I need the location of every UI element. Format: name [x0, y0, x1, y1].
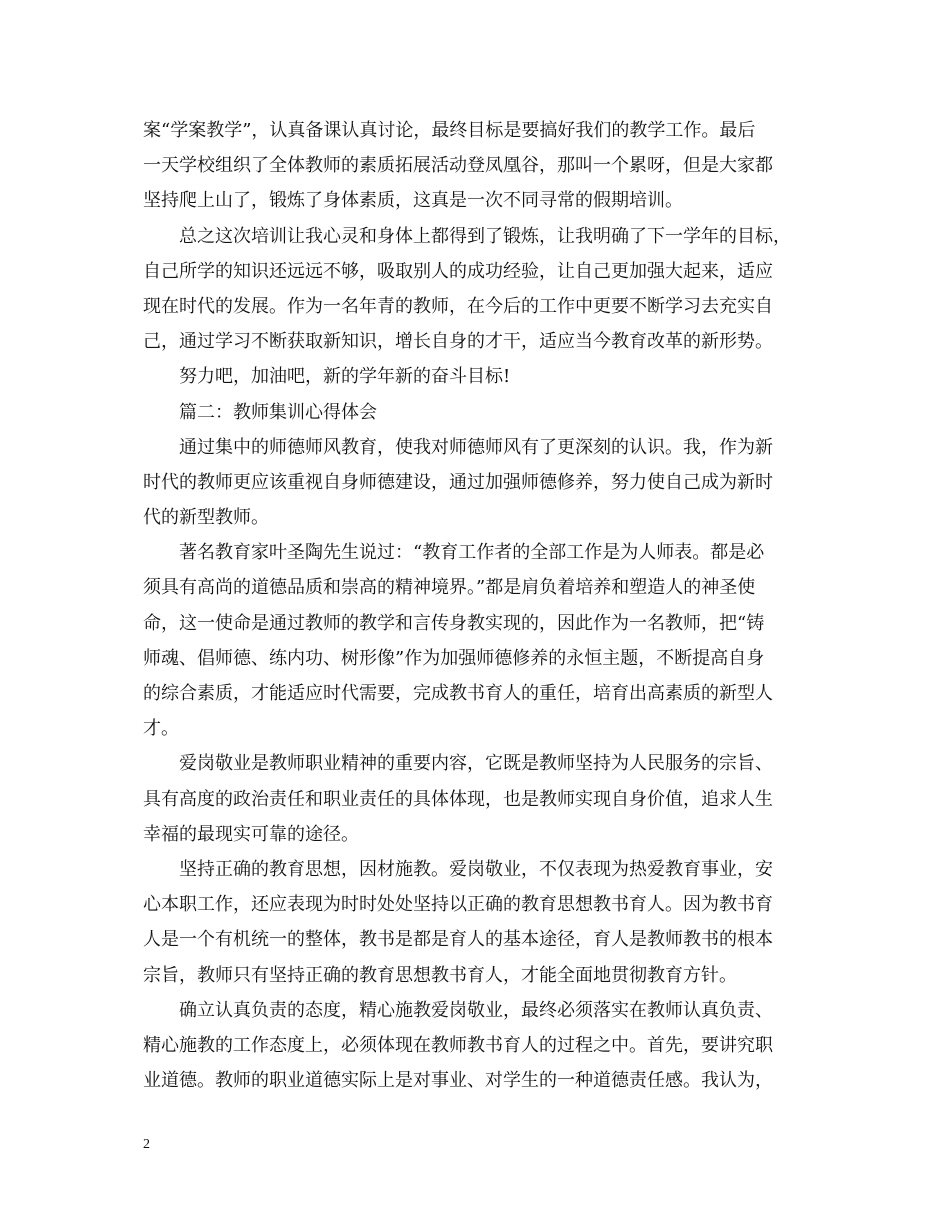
text-line: 幸福的最现实可靠的途径。 — [143, 823, 359, 845]
text-line: 宗旨，教师只有坚持正确的教育思想教书育人，才能全面地贯彻教育方针。 — [143, 964, 737, 986]
text-line: 心本职工作，还应表现为时时处处坚持以正确的教育思想教书育人。因为教书育 — [143, 894, 773, 916]
text-line: 总之这次培训让我心灵和身体上都得到了锻炼，让我明确了下一学年的目标， — [179, 225, 791, 247]
text-line: 师魂、倡师德、练内功、树形像”作为加强师德修养的永恒主题，不断提高自身 — [143, 647, 765, 669]
text-line: 代的新型教师。 — [143, 507, 269, 529]
text-line: 精心施教的工作态度上，必须体现在教师教书育人的过程之中。首先，要讲究职 — [143, 1034, 773, 1056]
text-line: 命，这一使命是通过教师的教学和言传身教实现的，因此作为一名教师，把“铸 — [143, 612, 765, 634]
text-line: 爱岗敬业是教师职业精神的重要内容，它既是教师坚持为人民服务的宗旨、 — [179, 753, 773, 775]
text-line: 具有高度的政治责任和职业责任的具体体现，也是教师实现自身价值，追求人生 — [143, 788, 773, 810]
text-line: 人是一个有机统一的整体，教书是都是育人的基本途径，育人是教师教书的根本 — [143, 929, 773, 951]
text-line: 须具有高尚的道德品质和崇高的精神境界。”都是肩负着培养和塑造人的神圣使 — [143, 577, 756, 599]
text-line: 一天学校组织了全体教师的素质拓展活动登凤凰谷，那叫一个累呀，但是大家都 — [143, 155, 773, 177]
document-body — [143, 113, 823, 1098]
page-number: 2 — [143, 1137, 150, 1152]
text-line: 努力吧，加油吧，新的学年新的奋斗目标! — [179, 366, 511, 388]
text-line: 篇二：教师集训心得体会 — [179, 401, 377, 423]
text-line: 现在时代的发展。作为一名年青的教师，在今后的工作中更要不断学习去充实自 — [143, 295, 773, 317]
text-line: 时代的教师更应该重视自身师德建设，通过加强师德修养，努力使自己成为新时 — [143, 471, 773, 493]
text-line: 才。 — [143, 718, 179, 740]
text-line: 坚持正确的教育思想，因材施教。爱岗敬业，不仅表现为热爱教育事业，安 — [179, 858, 773, 880]
text-line: 确立认真负责的态度，精心施教爱岗敬业，最终必须落实在教师认真负责、 — [179, 999, 773, 1021]
text-line: 的综合素质，才能适应时代需要，完成教书育人的重任，培育出高素质的新型人 — [143, 683, 773, 704]
text-line: 坚持爬上山了，锻炼了身体素质，这真是一次不同寻常的假期培训。 — [143, 190, 683, 212]
text-line: 案“学案教学”，认真备课认真讨论，最终目标是要搞好我们的教学工作。最后 — [143, 120, 756, 141]
text-line: 通过集中的师德师风教育，使我对师德师风有了更深刻的认识。我，作为新 — [179, 436, 773, 458]
text-line: 著名教育家叶圣陶先生说过：“教育工作者的全部工作是为人师表。都是必 — [179, 542, 765, 564]
text-line: 业道德。教师的职业道德实际上是对事业、对学生的一种道德责任感。我认为， — [143, 1070, 773, 1092]
text-line: 自己所学的知识还远远不够，吸取别人的成功经验，让自己更加强大起来，适应 — [143, 260, 773, 282]
text-line: 己，通过学习不断获取新知识，增长自身的才干，适应当今教育改革的新形势。 — [143, 331, 773, 353]
